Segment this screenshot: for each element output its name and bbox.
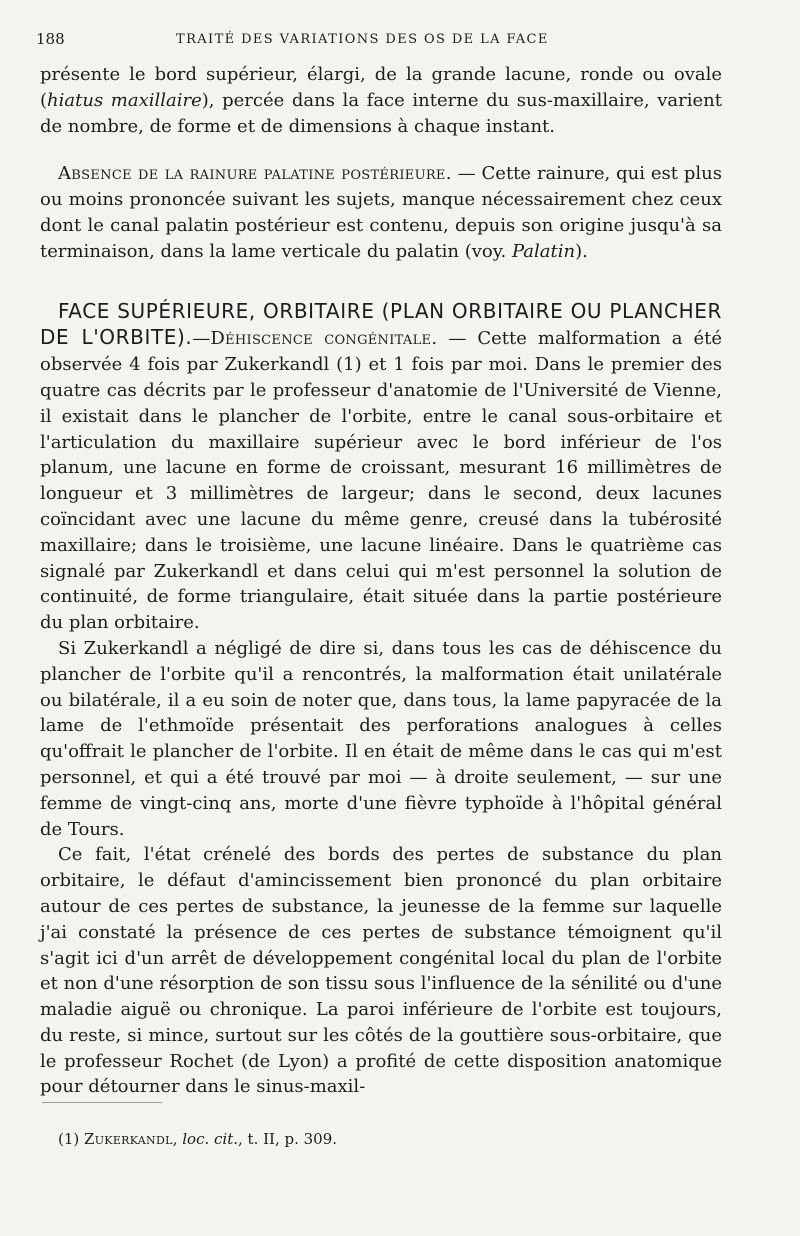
page-body (40, 62, 722, 1100)
rainure-text-end: ). (575, 240, 588, 262)
footnote-author: Zukerkandl (84, 1130, 173, 1148)
section-heading-face: FACE SUPÉRIEURE, ORBITAIRE (PLAN ORBITAIRE OU PLANCHER DE L'ORBITE). (40, 298, 722, 350)
paragraph-rainure (40, 161, 722, 264)
page-header (36, 30, 764, 54)
section-heading-rainure: Absence de la rainure palatine postérieure. (58, 163, 452, 185)
footnote-rest: , t. II, p. 309. (238, 1130, 338, 1148)
hiatus-term: hiatus maxillaire (47, 89, 202, 111)
page-number: 188 (36, 30, 65, 48)
footnote-sep: , (172, 1130, 183, 1148)
paragraph-intro (40, 62, 722, 139)
footnote (58, 1130, 337, 1148)
paragraph-zukerkandl: Si Zukerkandl a négligé de dire si, dans tous les cas de déhiscence du plancher de l'orbite qu'il a rencontrés, la malformation était unilatérale ou bilatérale, il a eu soin de noter que, dans tous, la lame papyracée de la lame de l'ethmoïde présentait des perforations analogues à celles qu'offrait le plancher de l'orbite. Il en était de même dans le cas qui m'est personnel, et qui a été trouvé par moi — à droite seulement, — sur une femme de vingt-cinq ans, morte d'une fièvre typhoïde à l'hôpital général de Tours. (40, 637, 722, 840)
paragraph-ce-fait: Ce fait, l'état crénelé des bords des pertes de substance du plan orbitaire, le défaut d'amincissement bien prononcé du plan orbitaire autour de ces pertes de substance, la jeunesse de la femme sur laquelle j'ai constaté la présence de ces pertes de substance témoignent qu'il s'agit ici d'un arrêt de développement congénital local du plan de l'orbite et non d'une résorption de son tissu sous l'influence de la sénilité ou d'une maladie aiguë ou chronique. La paroi inférieure de l'orbite est toujours, du reste, si mince, surtout sur les côtés de la gouttière sous-orbitaire, que le professeur Rochet (de Lyon) a profité de cette disposition anatomique pour détourner dans le sinus-maxil- (40, 844, 722, 1098)
footnote-ref: loc. cit. (182, 1130, 239, 1148)
subheading-dehiscence: Déhiscence congénitale. (210, 328, 438, 350)
footnote-marker: (1) (58, 1130, 85, 1148)
footnote-rule (42, 1102, 162, 1103)
intro-text: présente le bord supérieur, élargi, de la grande lacune, ronde ou ovale ( (40, 64, 722, 111)
heading-dash: — (192, 328, 211, 350)
face-text: — Cette malformation a été observée 4 fois par Zukerkandl (1) et 1 fois par moi. Dans le premier des quatre cas décrits par le professeur d'anatomie de l'Université de Vienne, il existait dans le plancher de l'orbite, entre le canal sous-orbitaire et l'articulation du maxillaire supérieur avec le bord inférieur de l'os planum, une lacune en forme de croissant, mesurant 16 millimètres de longueur et 3 millimètres de largeur; dans le second, deux lacunes coïncidant avec une lacune du même genre, creusé dans la tubérosité maxillaire; dans le troisième, une lacune linéaire. Dans le quatrième cas signalé par Zukerkandl et dans celui qui m'est personnel la solution de continuité, de forme triangulaire, était située dans la partie postérieure du plan orbitaire. (40, 328, 722, 634)
running-title: TRAITÉ DES VARIATIONS DES OS DE LA FACE (176, 32, 549, 47)
paragraph-face-superieure (40, 299, 722, 636)
rainure-text: — Cette rainure, qui est plus ou moins prononcée suivant les sujets, manque nécessairement chez ceux dont le canal palatin postérieur est contenu, depuis son origine jusqu'à sa terminaison, dans la lame verticale du palatin (voy. (40, 163, 722, 262)
intro-text-end: ), percée dans la face interne du sus-maxillaire, varient de nombre, de forme et de dimensions à chaque instant. (40, 89, 722, 137)
palatin-ref: Palatin (511, 240, 576, 262)
